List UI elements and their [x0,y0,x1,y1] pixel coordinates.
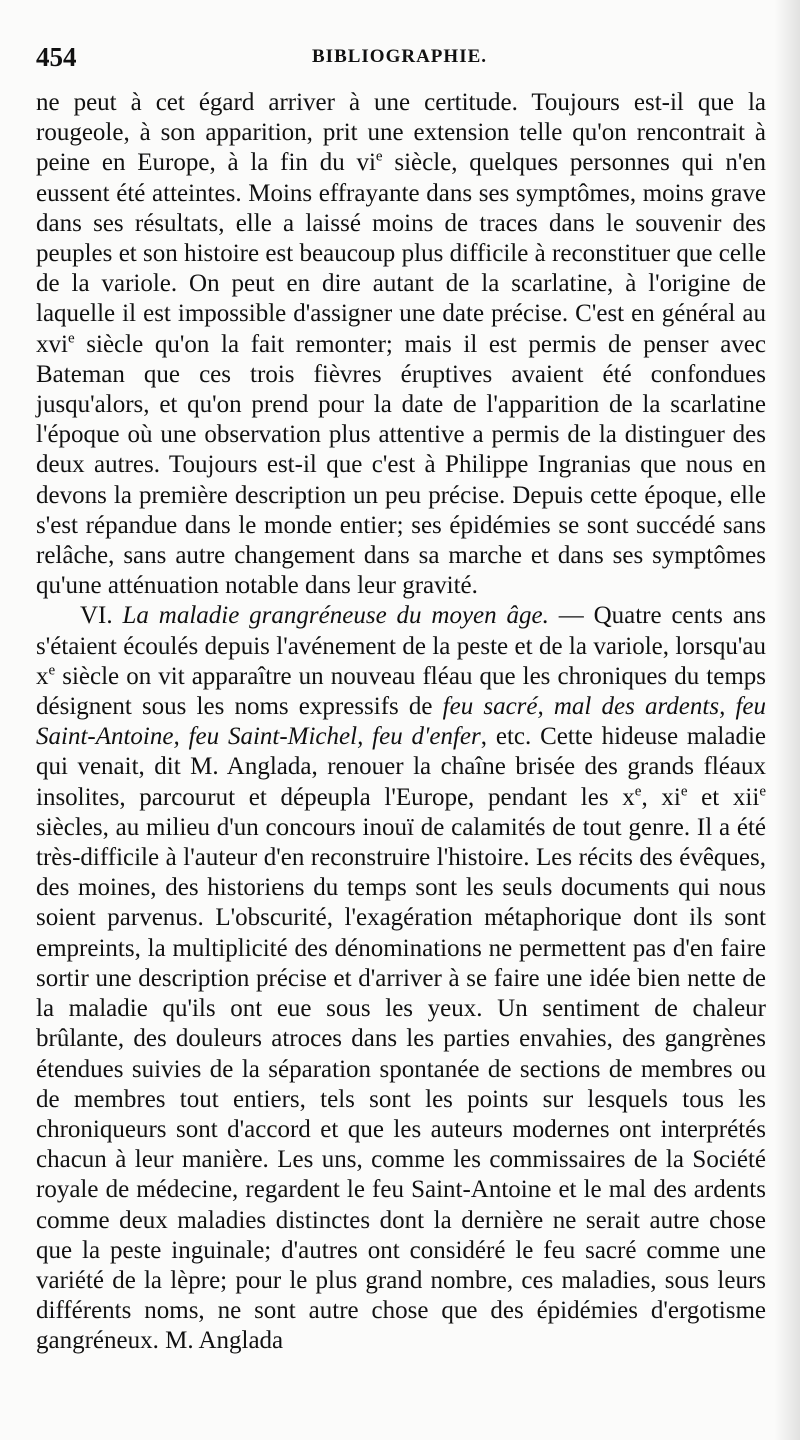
running-head: BIBLIOGRAPHIE. [312,46,488,67]
superscript: e [67,330,75,347]
text-run: Quatre cents ans s'étaient écoulés depuis l'avénement de la peste et de la variole, lorsqu'au [36,602,767,660]
ordinal-numeral: xi [661,783,681,811]
ordinal-numeral: xii [732,783,760,811]
body-text [36,88,766,1357]
text-run: siècle qu'on la fait remonter; mais il est permis de penser avec Bateman que ces trois fièvres éruptives avaient été confondues jusqu'alors, et qu'on prend pour la date de l'apparition de la scarlatine l'époque où une observation plus attentive a permis de la distinguer des deux autres. Toujours est-il que c'est à Philippe Ingranias que nous en devons la première description un peu précise. Depuis cette époque, elle s'est répandue dans le monde entier; ses épidémies se sont succédé sans relâche, sans autre changement dans sa marche et dans ses symptômes qu'une atténuation notable dans leur gravité. [36,330,766,600]
section-number: VI. [80,602,113,630]
separator: et [687,783,733,811]
ordinal-numeral: x [36,662,49,690]
superscript: e [375,149,383,166]
superscript: e [48,662,56,679]
ordinal-numeral: x [622,783,635,811]
superscript: e [634,783,642,800]
page-number: 454 [36,42,77,72]
text-run: siècles, au milieu d'un concours inouï de calamités de tout genre. Il a été très-difficile à l'auteur d'en reconstruire l'histoire. Les récits des évêques, des moines, des historiens du temps sont les seuls documents qui nous soient parvenus. L'obscurité, l'exagération métaphorique dont ils sont empreints, la multiplicité des dénominations ne permettent pas d'en faire sortir une description précise et d'arriver à se faire une idée bien nette de la maladie qu'ils ont eue sous les yeux. Un sentiment de chaleur brûlante, des douleurs atroces dans les parties envahies, des gangrènes étendues suivies de la séparation spontanée de sections de membres ou de membres tout entiers, tels sont les points sur lesquels tous les chroniqueurs sont d'accord et que les auteurs modernes ont interprétés chacun à leur manière. Les uns, comme les commissaires de la Société royale de médecine, regardent le feu Saint-Antoine et le mal des ardents comme deux maladies distinctes dont la dernière ne serait autre chose que la peste inguinale; d'autres ont considéré le feu sacré comme une variété de la lèpre; pour le plus grand nombre, ces maladies, sous leurs différents noms, ne sont autre chose que des épidémies d'ergotisme gangréneux. M. Anglada [36,813,766,1355]
text-run: ne peut à cet égard arriver à une certitude. Toujours est-il que la rougeole, à son apparition, prit une extension telle qu'on rencontrait à peine en Europe, à la fin du [36,89,766,177]
separator: , [641,783,662,811]
ordinal-numeral: vi [356,149,376,177]
superscript: e [759,783,766,800]
superscript: e [680,783,688,800]
ordinal-numeral: xvi [36,330,68,358]
page-header [36,42,776,76]
italic-names: feu sacré, mal des ardents, feu Saint-Antoine, feu Saint-Michel, feu d'enfer [36,693,766,751]
paragraph [36,88,766,601]
text-run: siècle on vit apparaître un nouveau fléau que les chroniques du temps désignent sous les noms expressifs de [36,662,766,721]
page-edge-shadow [774,0,800,1440]
em-dash: — [548,602,594,630]
text-run: siècle, quelques personnes qui n'en eussent été atteintes. Moins effrayante dans ses symptômes, moins grave dans ses résultats, elle a laissé moins de traces dans le souvenir des peuples et son histoire est beaucoup plus difficile à reconstituer que celle de la variole. On peut en dire autant de la scarlatine, à l'origine de laquelle il est impossible d'assigner une date précise. C'est en général au [36,149,766,328]
paragraph [36,601,766,1356]
text-run: , etc. Cette hideuse maladie qui venait, dit M. Anglada, renouer la chaîne brisée des grands fléaux insolites, parcourut et dépeupla l'Europe, pendant les [36,723,767,811]
section-title: La maladie grangréneuse du moyen âge. [122,602,549,630]
